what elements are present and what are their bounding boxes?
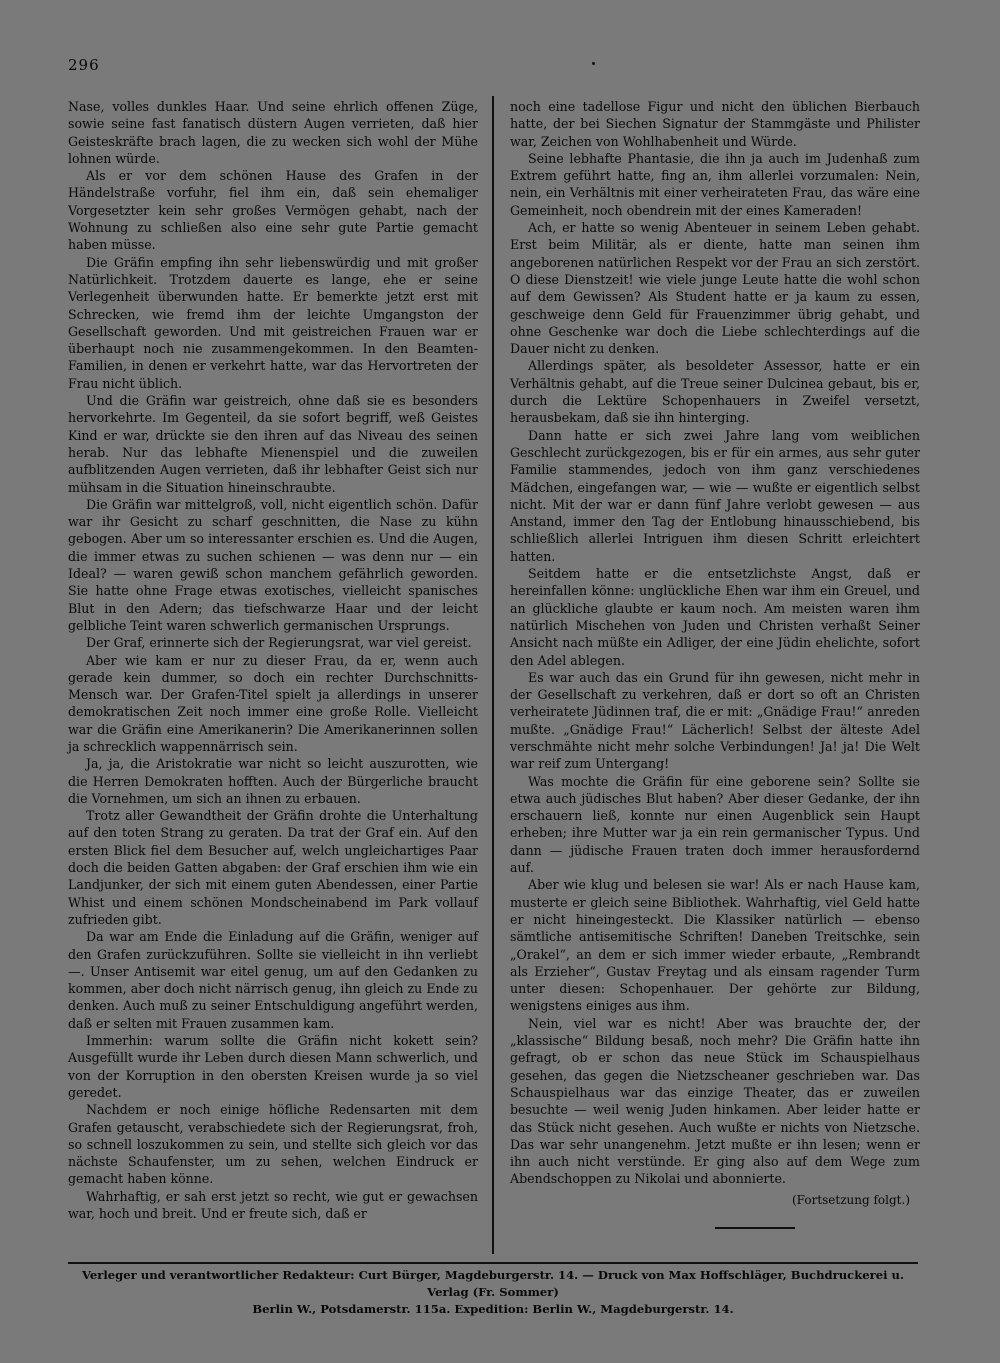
paragraph: Dann hatte er sich zwei Jahre lang vom weiblichen Geschlecht zurückgezogen, bis er für ein armes, aus sehr guter Familie stammendes, jedoch von ihm ganz verschiedenes Mädchen, eingefangen war, — wie — wußte er eigentlich selbst nicht. Mit der war er dann fünf Jahre verlobt gewesen — aus Anstand, immer den Tag der Entlobung hinausschiebend, bis schließlich allerlei Intriguen ihm diesen Schritt erleichtert hatten. bbox=[510, 427, 920, 564]
paragraph: Es war auch das ein Grund für ihn gewesen, nicht mehr in der Gesellschaft zu verkehren, daß er dort so oft an Christen verheiratete Jüdinnen traf, die er mit: „Gnädige Frau!“ anreden mußte. „Gnädige Frau!“ Lächerlich! Selbst der älteste Adel verschmähte nicht mehr solche Verbindungen! Ja! ja! Die Welt war reif zum Untergang! bbox=[510, 669, 920, 772]
column-divider bbox=[492, 96, 494, 1254]
paragraph: Aber wie kam er nur zu dieser Frau, da er, wenn auch gerade kein dummer, so doch ein rechter Durchschnitts-Mensch war. Der Grafen-Titel spielt ja allerdings in unserer demokratischen Zeit noch immer eine große Rolle. Vielleicht war die Gräfin eine Amerikanerin? Die Amerikanerinnen sollen ja schrecklich wappennärrisch sein. bbox=[68, 652, 478, 754]
paragraph: Was mochte die Gräfin für eine geborene sein? Sollte sie etwa auch jüdisches Blut haben? Aber dieser Gedanke, der ihn erschauern ließ, konnte nur einen Augenblick sein Haupt erheben; ihre Mutter war ja ein rein germanischer Typus. Und dann — jüdische Frauen traten doch immer herausfordernd auf. bbox=[510, 773, 920, 876]
paragraph: Immerhin: warum sollte die Gräfin nicht kokett sein? Ausgefüllt wurde ihr Leben durch diesen Mann schwerlich, und von der Korruption in den obersten Kreisen wurde ja so viel geredet. bbox=[68, 1033, 478, 1100]
paragraph: Nase, volles dunkles Haar. Und seine ehrlich offenen Züge, sowie seine fast fanatisch düstern Augen verrieten, daß hier Geisteskräfte brach lagen, die zu wecken sich wohl der Mühe lohnen würde. bbox=[68, 99, 478, 166]
paragraph: Trotz aller Gewandtheit der Gräfin drohte die Unterhaltung auf den toten Strang zu geraten. Da trat der Graf ein. Auf den ersten Blick fiel dem Besucher auf, welch ungleichartiges Paar doch die beiden Gatten abgaben: der Graf erschien ihm wie ein Landjunker, der sich mit einem guten Abendessen, einer Partie Whist und einem schönen Mondscheinabend im Park vollauf zufrieden gibt. bbox=[68, 808, 478, 927]
paragraph: Die Gräfin war mittelgroß, voll, nicht eigentlich schön. Dafür war ihr Gesicht zu scharf geschnitten, die Nase zu kühn gebogen. Aber um so interessanter erschien es. Und die Augen, die immer etwas zu suchen schienen — was denn nur — ein Ideal? — waren gewiß schon manchem gefährlich geworden. Sie hatte ohne Frage etwas exotisches, vielleicht spanisches Blut in den Adern; das tiefschwarze Haar und der leicht gelbliche Teint waren schwerlich germanischen Ursprungs. bbox=[68, 496, 478, 633]
right-column bbox=[510, 98, 920, 1229]
left-column bbox=[68, 98, 478, 1222]
print-speck bbox=[592, 62, 595, 65]
paragraph: Wahrhaftig, er sah erst jetzt so recht, wie gut er gewachsen war, hoch und breit. Und er freute sich, daß er bbox=[68, 1188, 478, 1221]
paragraph: noch eine tadellose Figur und nicht den üblichen Bierbauch hatte, der bei Siechen Signatur der Stammgäste und Philister war, Zeichen von Wohlhabenheit und Würde. bbox=[510, 99, 920, 149]
paragraph: Ach, er hatte so wenig Abenteuer in seinem Leben gehabt. Erst beim Militär, als er diente, hatte man seinen ihm angeborenen natürlichen Respekt vor der Frau an sich zerstört. O diese Dienstzeit! wie viele junge Leute hatte die wohl schon auf dem Gewissen? Als Student hatte er ja kaum zu essen, geschweige denn Geld für Frauenzimmer übrig gehabt, und ohne Geschenke war doch die Liebe schlechterdings auf die Dauer nicht zu denken. bbox=[510, 220, 920, 357]
paragraph: Nachdem er noch einige höfliche Redensarten mit dem Grafen getauscht, verabschiedete sich der Regierungsrat, froh, so schnell loszukommen zu sein, und stellte sich gleich vor das nächste Schaufenster, um zu sehen, welchen Eindruck er gemacht haben könne. bbox=[68, 1102, 478, 1187]
continuation-note: (Fortsetzung folgt.) bbox=[792, 1192, 910, 1207]
imprint-line-1: Verleger und verantwortlicher Redakteur: Curt Bürger, Magdeburgerstr. 14. — Druck von Max Hoffschläger, Buchdruckerei u. Verlag (Fr. Sommer) bbox=[81, 1268, 905, 1299]
footer-divider bbox=[68, 1262, 918, 1264]
paragraph: Der Graf, erinnerte sich der Regierungsrat, war viel gereist. bbox=[86, 635, 472, 651]
paragraph: Nein, viel war es nicht! Aber was brauchte der, der „klassische“ Bildung besaß, noch mehr? Die Gräfin hatte ihn gefragt, ob er schon das neue Stück im Schauspielhaus gesehen, das gegen die Nietzscheaner geschrieben war. Das Schauspielhaus war das einzige Theater, das er zuweilen besuchte — weil wenig Juden hinkamen. Aber leider hatte er das Stück nicht gesehen. Auch wußte er nichts von Nietzsche. Das war sehr unangenehm. Jetzt mußte er ihn lesen; wenn er ihn auch nicht verstünde. Er ging also auf dem Wege zum Abendschoppen zu Nikolai und abonnierte. bbox=[510, 1015, 920, 1187]
paragraph: Allerdings später, als besoldeter Assessor, hatte er ein Verhältnis gehabt, auf die Treue seiner Dulcinea gebaut, bis er, durch die Lektüre Schopenhauers in Zweifel versetzt, herausbekam, daß sie ihn hinterging. bbox=[510, 358, 920, 426]
paragraph: Seitdem hatte er die entsetzlichste Angst, daß er hereinfallen könne: unglückliche Ehen war ihm ein Greuel, und an glückliche glaubte er kaum noch. Am meisten waren ihm natürlich Mischehen von Juden und Christen verhaßt Seiner Ansicht nach müßte ein Adliger, der eine Jüdin ehelichte, sofort den Adel ablegen. bbox=[510, 566, 920, 668]
paragraph: Und die Gräfin war geistreich, ohne daß sie es besonders hervorkehrte. Im Gegenteil, da sie sofort begriff, weß Geistes Kind er war, drückte sie den ihren auf das Niveau des seinen herab. Nur das lebhafte Mienenspiel und die zuweilen aufblitzenden Augen verrieten, daß ihr lebhafter Geist sich nur mühsam in die Situation hineinschraubte. bbox=[68, 393, 478, 495]
paragraph: Ja, ja, die Aristokratie war nicht so leicht auszurotten, wie die Herren Demokraten hofften. Auch der Bürgerliche braucht die Vornehmen, um sich an ihnen zu erbauen. bbox=[68, 756, 478, 806]
paragraph: Aber wie klug und belesen sie war! Als er nach Hause kam, musterte er gleich seine Bibliothek. Wahrhaftig, viel Geld hatte er nicht hineingesteckt. Die Klassiker natürlich — ebenso sämtliche antisemitische Schriften! Daneben Treitschke, sein „Orakel“, an dem er sich immer wieder erbaute, „Rembrandt als Erzieher“, Gustav Freytag und als einsam ragender Turm unter diesen: Schopenhauer. Der gehörte zur Bildung, wenigstens einiges aus ihm. bbox=[510, 877, 920, 1014]
paragraph: Seine lebhafte Phantasie, die ihn ja auch im Judenhaß zum Extrem geführt hatte, fing an, ihm allerlei vorzumalen: Nein, nein, ein Verhältnis mit einer verheirateten Frau, das wäre eine Gemeinheit, noch obendrein mit der eines Kameraden! bbox=[510, 150, 920, 218]
end-rule bbox=[715, 1227, 795, 1229]
paragraph: Als er vor dem schönen Hause des Grafen in der Händelstraße vorfuhr, fiel ihm ein, daß sein ehemaliger Vorgesetzter kein sehr großes Vermögen gehabt, nach der Wohnung zu schließen also eine sehr gute Partie gemacht haben müsse. bbox=[68, 168, 478, 253]
page-number: 296 bbox=[68, 56, 100, 74]
paragraph: Die Gräfin empfing ihn sehr liebenswürdig und mit großer Natürlichkeit. Trotzdem dauerte es lange, ehe er seine Verlegenheit überwunden hatte. Er bemerkte jetzt erst mit Schrecken, wie fremd ihm der leichte Umgangston der Gesellschaft geworden. Und mit geistreichen Frauen war er überhaupt noch nie zusammengekommen. In den Beamten-Familien, in denen er verkehrt hatte, war das Hervortreten der Frau nicht üblich. bbox=[68, 254, 478, 391]
imprint-footer bbox=[60, 1267, 926, 1318]
paragraph: Da war am Ende die Einladung auf die Gräfin, weniger auf den Grafen zurückzuführen. Sollte sie vielleicht in ihn verliebt —. Unser Antisemit war eitel genug, um auf den Gedanken zu kommen, aber doch nicht närrisch genug, ihn gleich zu Ende zu denken. Auch muß zu seiner Entschuldigung angeführt werden, daß er selten mit Frauen zusammen kam. bbox=[68, 929, 478, 1031]
imprint-line-2: Berlin W., Potsdamerstr. 115a. Expedition: Berlin W., Magdeburgerstr. 14. bbox=[252, 1302, 734, 1316]
